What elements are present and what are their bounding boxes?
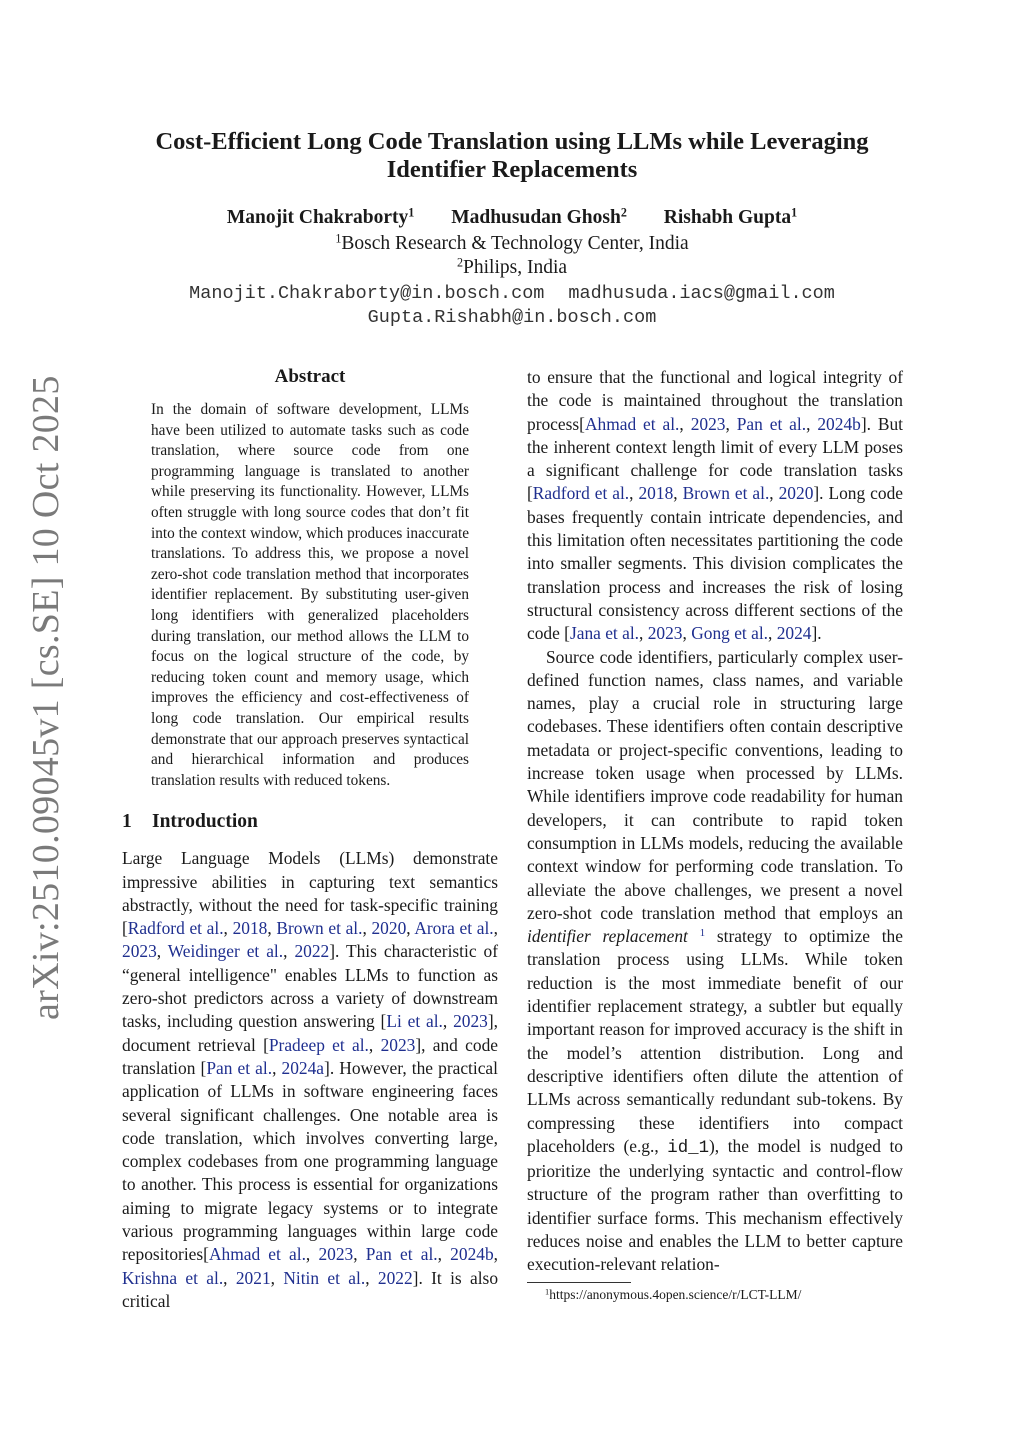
citation[interactable]: Jana et al. — [569, 623, 640, 644]
affiliation: $^1$Bosch Research & Technology Center, India — [335, 231, 689, 254]
footnote-url[interactable]: https://anonymous.4open.science/r/LCT-LLM/ — [549, 1286, 802, 1302]
abstract-text: In the domain of software development, LLMs have been utilized to automate tasks such as code translation, where source code from one programming language is translated to another while preserving its functionality. However, LLMs often struggle with long source codes that don’t fit into the context window, which produces inaccurate translations. To address this, we propose a novel zero-shot code translation method that incorporates identifier replacement. By substituting user-given long identifiers with generalized placeholders during translation, our method allows the LLM to focus on the logical structure of the code, by reducing token count and memory usage, which improves the efficiency and cost-effectiveness of long code translation. Our empirical results demonstrate that our approach preserves syntactical and hierarchical information and produces translation results with reduced tokens. — [151, 401, 470, 789]
citation[interactable]: 2020 — [371, 918, 407, 939]
citation[interactable]: 2023 — [647, 623, 683, 644]
paper-title — [100, 128, 924, 184]
citation[interactable]: Pan et al. — [206, 1057, 273, 1078]
arxiv-stamp: arXiv:2510.09045v1 [cs.SE] 10 Oct 2025 — [25, 375, 67, 1020]
citation[interactable]: Brown et al. — [682, 483, 770, 504]
citation[interactable]: Krishna et al. — [122, 1267, 224, 1288]
email[interactable]: Manojit.Chakraborty@in.bosch.com — [189, 283, 545, 304]
citation[interactable]: Arora et al. — [414, 918, 494, 939]
right-column — [527, 366, 903, 1303]
emphasis: identifier replacement — [527, 926, 688, 947]
citation[interactable]: 2018 — [232, 918, 268, 939]
email[interactable]: Gupta.Rishabh@in.bosch.com — [367, 307, 657, 328]
citation[interactable]: 2018 — [638, 483, 674, 504]
intro-paragraph: Source code identifiers, particularly complex user-defined function names, class names, and variable names, play a crucial role in structuring large codebases. These identifiers often contain descriptive metadata or project-specific conventions, leading to increase token usage when processed by LLMs. While identifiers improve code readability for human developers, it can contribute to rapid token consumption in LLMs models, reducing the available context window for performing code translation. To alleviate the above challenges, we present a novel zero-shot code translation method that employs an identifier replacement $^1$ strategy to optimize the translation process using LLMs. While token reduction is the most immediate benefit of our identifier replacement strategy, a subtler but equally important reason for improved accuracy is the shift in the model’s attention distribution. Long and descriptive identifiers often dilute the attention of LLMs across semantically redundant sub-tokens. By compressing these identifiers into compact placeholders (e.g., id_1), the model is nudged to prioritize the underlying syntactic and control-flow structure of the program rather than overfitting to identifier surface forms. This mechanism effectively reduces noise and enables the LLM to better capture execution-relevant relation- — [527, 646, 903, 1275]
author-list — [100, 207, 924, 229]
email-line — [100, 307, 924, 328]
author: Madhusudan Ghosh$^2$ — [451, 205, 627, 228]
footnote-marker[interactable]: 1 — [699, 927, 706, 940]
title-line-2: Identifier Replacements — [386, 156, 638, 183]
citation[interactable]: 2024 — [776, 623, 812, 644]
citation[interactable]: 2023 — [318, 1244, 354, 1265]
author: Rishabh Gupta$^1$ — [663, 205, 798, 228]
footnote-rule — [527, 1282, 631, 1283]
intro-paragraph: Large Language Models (LLMs) demonstrate impressive abilities in capturing text semantics abstractly, without the need for task-specific training [Radford et al., 2018, Brown et al., 2020, Arora et al., 2023, Weidinger et al., 2022]. This characteristic of “general intelligence" enables LLMs to function as zero-shot predictors across a variety of downstream tasks, including question answering [Li et al., 2023], document retrieval [Pradeep et al., 2023], and code translation [Pan et al., 2024a]. However, the practical application of LLMs in software engineering faces several significant challenges. One notable area is code translation, which involves converting large, complex codebases from one programming language to another. This process is essential for organizations aiming to migrate legacy systems or to integrate various programming languages within large code repositories[Ahmad et al., 2023, Pan et al., 2024b, Krishna et al., 2021, Nitin et al., 2022]. It is also critical — [122, 848, 499, 1311]
citation[interactable]: Radford et al. — [127, 918, 224, 939]
citation[interactable]: 2022 — [294, 941, 330, 962]
citation[interactable]: 2024b — [450, 1244, 494, 1265]
title-line-1: Cost-Efficient Long Code Translation using LLMs while Leveraging — [155, 128, 869, 155]
citation[interactable]: Brown et al. — [276, 918, 363, 939]
citation[interactable]: 2021 — [235, 1267, 271, 1288]
citation[interactable]: 2022 — [377, 1267, 413, 1288]
inline-code: id_1 — [667, 1138, 710, 1158]
citation[interactable]: 2024a — [281, 1057, 325, 1078]
citation[interactable]: 2023 — [122, 941, 157, 962]
left-column — [122, 366, 498, 1313]
citation[interactable]: Nitin et al. — [283, 1267, 366, 1288]
author: Manojit Chakraborty$^1$ — [226, 205, 415, 228]
citation[interactable]: Pan et al. — [736, 413, 807, 434]
citation[interactable]: Pradeep et al. — [268, 1034, 369, 1055]
citation[interactable]: 2023 — [380, 1034, 416, 1055]
intro-paragraph: to ensure that the functional and logical integrity of the code is maintained throughout the translation process[Ahmad et al., 2023, Pan et al., 2024b]. But the inherent context length limit of every LLM poses a significant challenge for code translation tasks [Radford et al., 2018, Brown et al., 2020]. Long code bases frequently contain intricate dependencies, and this limitation often necessitates partitioning the code into smaller segments. This division complicates the translation process and increases the risk of losing structural consistency across different sections of the code [Jana et al., 2023, Gong et al., 2024]. — [527, 367, 904, 644]
citation[interactable]: Radford et al. — [532, 483, 630, 504]
citation[interactable]: Pan et al. — [365, 1244, 438, 1265]
citation[interactable]: Weidinger et al. — [167, 941, 284, 962]
citation[interactable]: Ahmad et al. — [208, 1244, 306, 1265]
citation[interactable]: Li et al. — [386, 1011, 443, 1032]
section-number: 1 — [122, 811, 132, 833]
section-title: Introduction — [152, 811, 258, 833]
citation[interactable]: 2020 — [778, 483, 814, 504]
email-line — [100, 283, 924, 304]
citation[interactable]: 2023 — [453, 1011, 488, 1032]
citation[interactable]: 2024b — [817, 413, 861, 434]
section-heading — [122, 811, 498, 833]
citation[interactable]: Ahmad et al. — [584, 413, 680, 434]
abstract-heading: Abstract — [274, 366, 346, 387]
footnote: $^1$https://anonymous.4open.science/r/LCT-LLM/ — [545, 1286, 802, 1302]
email[interactable]: madhusuda.iacs@gmail.com — [568, 283, 835, 304]
affiliation: $^2$Philips, India — [456, 255, 568, 278]
citation[interactable]: Gong et al. — [691, 623, 768, 644]
citation[interactable]: 2023 — [690, 413, 726, 434]
